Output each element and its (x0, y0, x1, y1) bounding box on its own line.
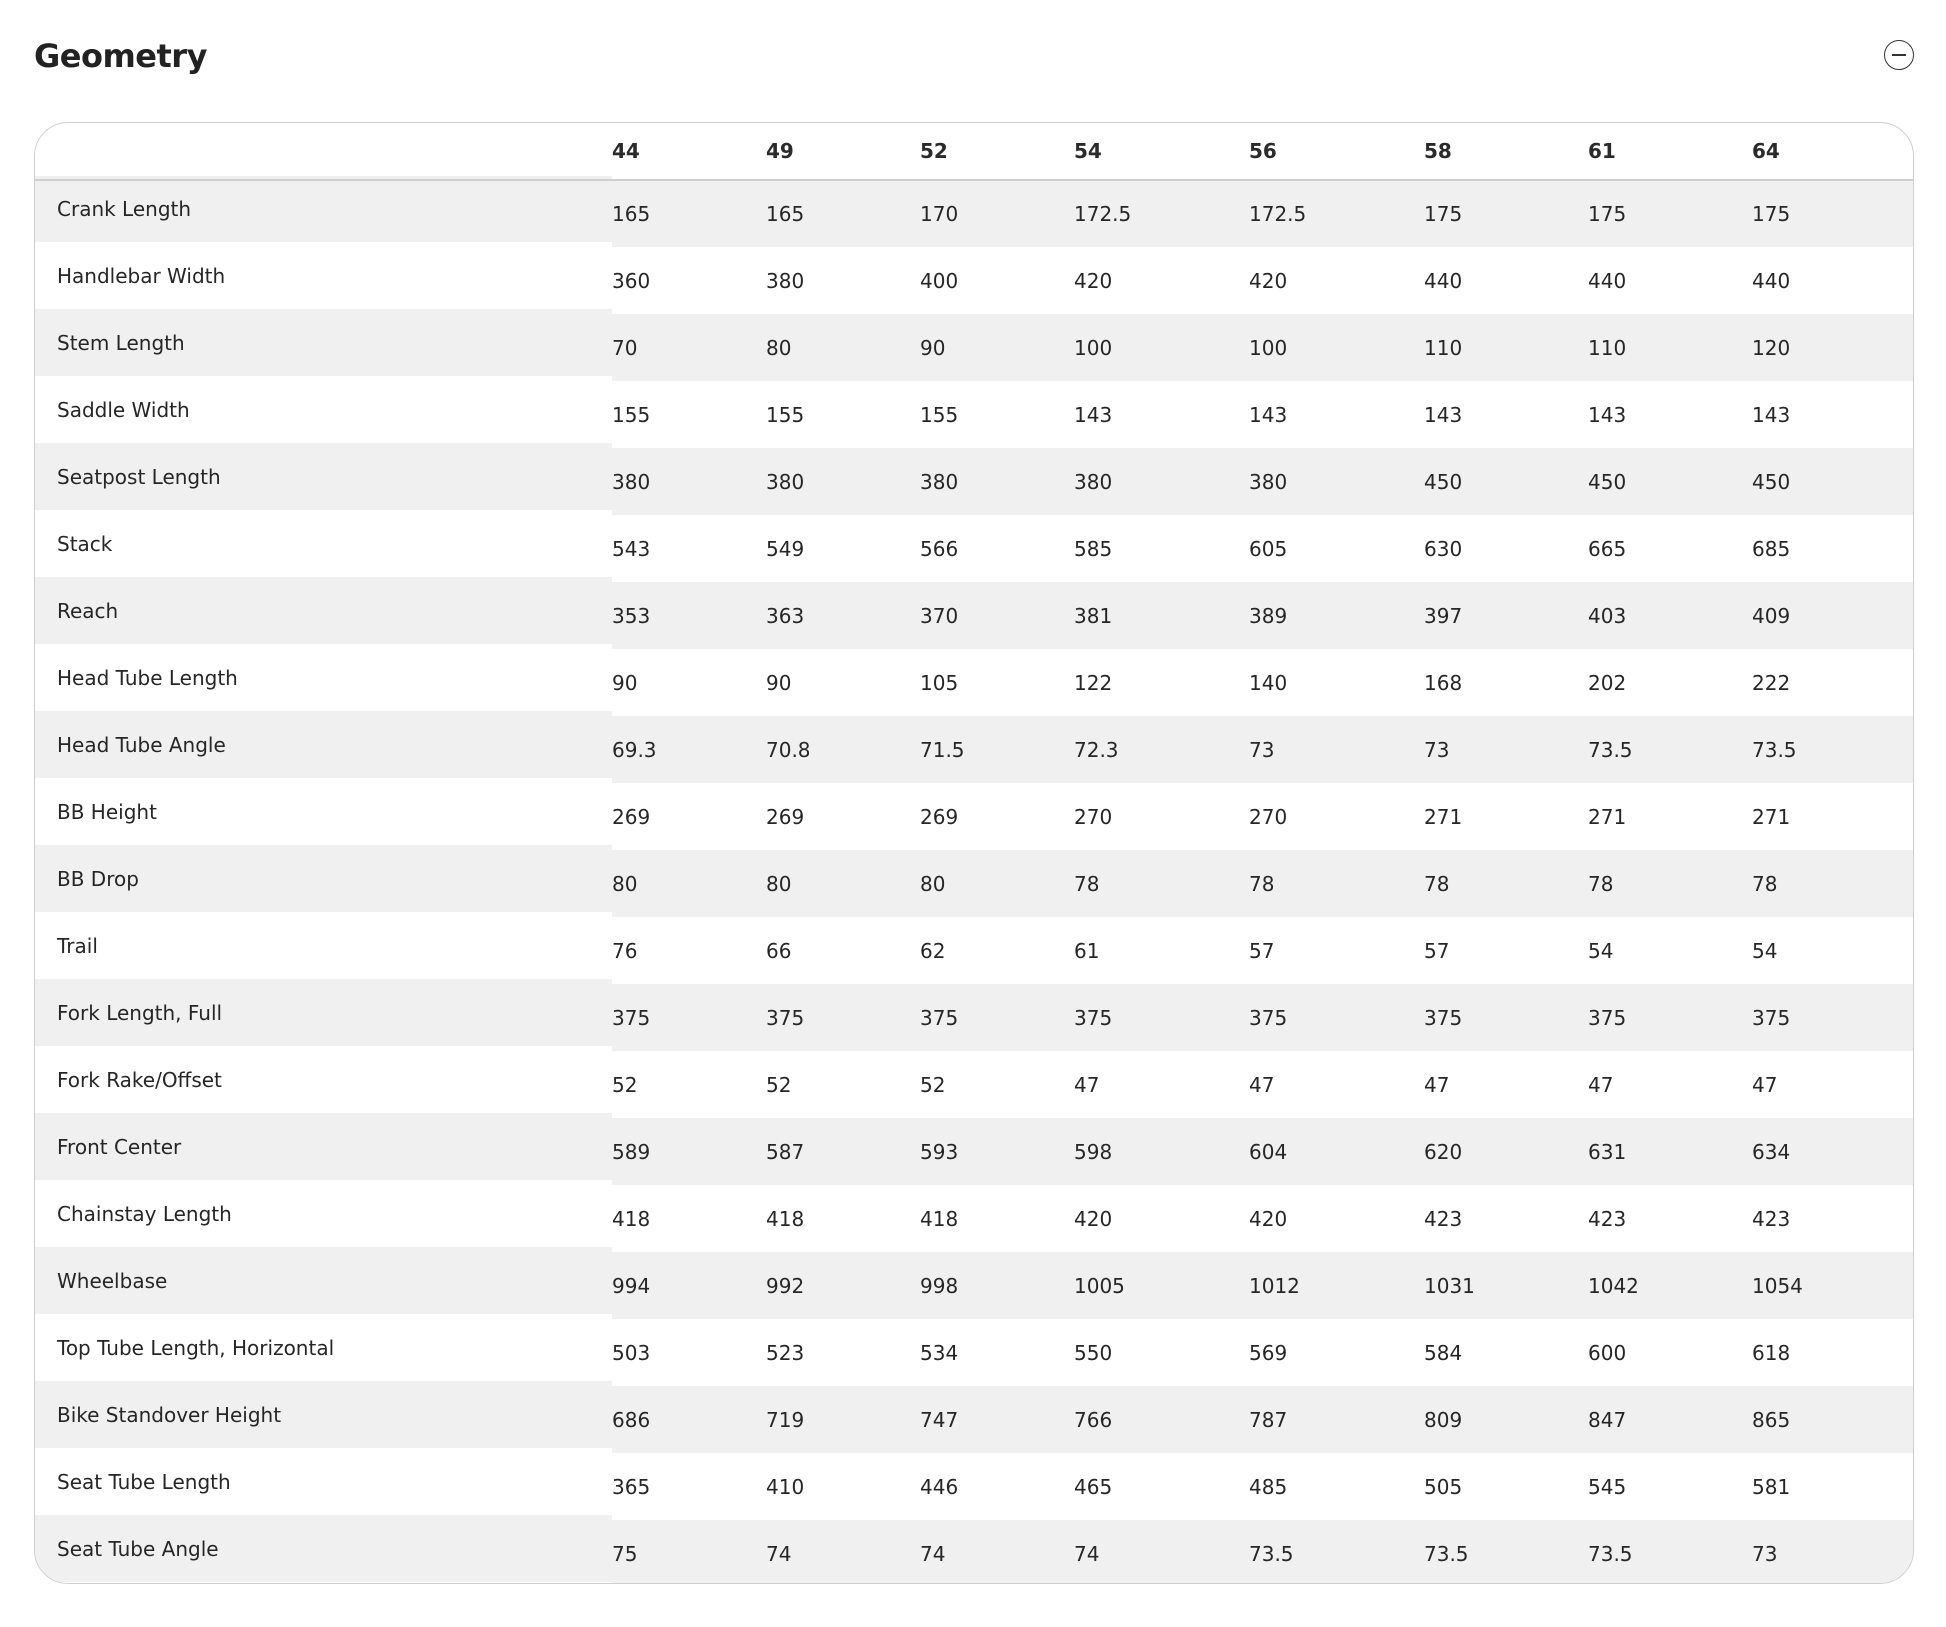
table-cell: 998 (920, 1273, 959, 1298)
table-cell: 61 (1074, 938, 1100, 963)
table-cell: 54 (1588, 938, 1614, 963)
size-header-44: 44 (612, 123, 766, 180)
table-cell: 410 (766, 1474, 805, 1499)
table-cell: 569 (1249, 1340, 1288, 1365)
table-cell: 423 (1752, 1206, 1791, 1231)
table-cell: 80 (766, 871, 792, 896)
size-header-58: 58 (1424, 123, 1588, 180)
table-cell: 375 (766, 1005, 805, 1030)
table-cell: 80 (766, 335, 792, 360)
table-cell: 269 (766, 804, 805, 829)
table-cell: 353 (612, 603, 651, 628)
table-cell: 420 (1074, 268, 1113, 293)
minus-bar (1892, 54, 1906, 56)
table-cell: 168 (1424, 670, 1463, 695)
table-cell: 446 (920, 1474, 959, 1499)
size-header-56: 56 (1249, 123, 1424, 180)
table-cell: 1054 (1752, 1273, 1803, 1298)
table-row (35, 984, 1914, 1051)
table-cell: 143 (1074, 402, 1113, 427)
row-label: Reach (57, 598, 119, 623)
table-cell: 78 (1249, 871, 1275, 896)
table-cell: 389 (1249, 603, 1288, 628)
table-cell: 80 (920, 871, 946, 896)
table-cell: 175 (1588, 202, 1627, 226)
table-cell: 370 (920, 603, 959, 628)
table-cell: 1031 (1424, 1273, 1475, 1298)
table-cell: 155 (766, 402, 805, 427)
table-cell: 598 (1074, 1139, 1113, 1164)
table-cell: 380 (1249, 469, 1288, 494)
table-cell: 581 (1752, 1474, 1791, 1499)
table-row (35, 1118, 1914, 1185)
table-cell: 420 (1074, 1206, 1113, 1231)
table-cell: 719 (766, 1407, 805, 1432)
table-cell: 74 (1074, 1541, 1100, 1566)
table-cell: 485 (1249, 1474, 1288, 1499)
table-cell: 47 (1588, 1072, 1614, 1097)
table-row (35, 1051, 1914, 1118)
size-header-64: 64 (1752, 123, 1914, 180)
row-label: Stack (57, 531, 113, 556)
table-cell: 143 (1249, 402, 1288, 427)
table-cell: 534 (920, 1340, 959, 1365)
table-cell: 380 (920, 469, 959, 494)
table-cell: 847 (1588, 1407, 1627, 1432)
row-label: BB Height (57, 799, 157, 824)
table-cell: 549 (766, 536, 805, 561)
minus-circle-icon[interactable] (1884, 40, 1914, 70)
table-cell: 809 (1424, 1407, 1463, 1432)
table-row (35, 381, 1914, 448)
table-header-row (35, 123, 1914, 180)
table-cell: 270 (1249, 804, 1288, 829)
table-cell: 450 (1588, 469, 1627, 494)
table-cell: 566 (920, 536, 959, 561)
table-cell: 47 (1249, 1072, 1275, 1097)
table-cell: 418 (766, 1206, 805, 1231)
row-label: Fork Length, Full (57, 1000, 223, 1025)
table-cell: 380 (1074, 469, 1113, 494)
table-cell: 375 (1074, 1005, 1113, 1030)
row-label: Head Tube Angle (57, 732, 226, 757)
table-cell: 270 (1074, 804, 1113, 829)
table-cell: 80 (612, 871, 638, 896)
table-cell: 418 (612, 1206, 651, 1231)
table-cell: 360 (612, 268, 651, 293)
table-row (35, 1453, 1914, 1520)
table-row (35, 1185, 1914, 1252)
table-cell: 170 (920, 202, 959, 226)
table-cell: 172.5 (1249, 202, 1307, 226)
table-cell: 787 (1249, 1407, 1288, 1432)
table-cell: 618 (1752, 1340, 1791, 1365)
row-label: Trail (57, 933, 98, 958)
table-cell: 1042 (1588, 1273, 1639, 1298)
table-cell: 57 (1249, 938, 1275, 963)
row-label: BB Drop (57, 866, 139, 891)
table-cell: 604 (1249, 1139, 1288, 1164)
header-label-cell (35, 123, 612, 180)
table-cell: 992 (766, 1273, 805, 1298)
table-cell: 420 (1249, 268, 1288, 293)
table-cell: 74 (766, 1541, 792, 1566)
table-cell: 175 (1752, 202, 1791, 226)
table-cell: 165 (612, 202, 651, 226)
table-cell: 62 (920, 938, 946, 963)
table-cell: 71.5 (920, 737, 965, 762)
table-cell: 271 (1752, 804, 1791, 829)
row-label: Seat Tube Length (57, 1469, 231, 1494)
table-cell: 550 (1074, 1340, 1113, 1365)
table-cell: 440 (1588, 268, 1627, 293)
row-label: Stem Length (57, 330, 185, 355)
table-cell: 78 (1752, 871, 1778, 896)
table-cell: 73.5 (1424, 1541, 1469, 1566)
table-cell: 865 (1752, 1407, 1791, 1432)
table-cell: 52 (920, 1072, 946, 1097)
table-row (35, 180, 1914, 247)
row-label: Saddle Width (57, 397, 190, 422)
table-cell: 634 (1752, 1139, 1791, 1164)
table-cell: 202 (1588, 670, 1627, 695)
table-cell: 52 (612, 1072, 638, 1097)
row-label: Front Center (57, 1134, 182, 1159)
table-cell: 589 (612, 1139, 651, 1164)
table-cell: 73.5 (1249, 1541, 1294, 1566)
table-cell: 100 (1249, 335, 1288, 360)
table-cell: 545 (1588, 1474, 1627, 1499)
table-cell: 165 (766, 202, 805, 226)
table-cell: 271 (1588, 804, 1627, 829)
table-cell: 73.5 (1752, 737, 1797, 762)
geometry-table (35, 123, 1914, 1584)
table-cell: 222 (1752, 670, 1791, 695)
table-cell: 450 (1424, 469, 1463, 494)
table-cell: 76 (612, 938, 638, 963)
table-row (35, 1386, 1914, 1453)
table-cell: 365 (612, 1474, 651, 1499)
table-cell: 593 (920, 1139, 959, 1164)
table-cell: 47 (1424, 1072, 1450, 1097)
table-cell: 465 (1074, 1474, 1113, 1499)
table-body (35, 180, 1914, 1584)
table-cell: 418 (920, 1206, 959, 1231)
geometry-table-container (34, 122, 1914, 1584)
table-row (35, 649, 1914, 716)
table-cell: 143 (1424, 402, 1463, 427)
table-cell: 747 (920, 1407, 959, 1432)
table-cell: 122 (1074, 670, 1113, 695)
row-label: Wheelbase (57, 1268, 168, 1293)
table-cell: 75 (612, 1541, 638, 1566)
row-label: Chainstay Length (57, 1201, 232, 1226)
table-cell: 505 (1424, 1474, 1463, 1499)
table-cell: 74 (920, 1541, 946, 1566)
table-cell: 143 (1752, 402, 1791, 427)
table-cell: 400 (920, 268, 959, 293)
table-cell: 450 (1752, 469, 1791, 494)
table-row (35, 1252, 1914, 1319)
table-cell: 47 (1752, 1072, 1778, 1097)
row-label: Fork Rake/Offset (57, 1067, 222, 1092)
table-row (35, 247, 1914, 314)
table-cell: 90 (920, 335, 946, 360)
table-cell: 1012 (1249, 1273, 1300, 1298)
table-cell: 503 (612, 1340, 651, 1365)
table-cell: 269 (612, 804, 651, 829)
table-cell: 420 (1249, 1206, 1288, 1231)
table-cell: 140 (1249, 670, 1288, 695)
table-cell: 587 (766, 1139, 805, 1164)
table-cell: 665 (1588, 536, 1627, 561)
row-label: Crank Length (57, 197, 192, 221)
table-row (35, 1319, 1914, 1386)
table-cell: 47 (1074, 1072, 1100, 1097)
table-cell: 110 (1424, 335, 1463, 360)
table-cell: 1005 (1074, 1273, 1125, 1298)
section-title: Geometry (34, 37, 207, 75)
row-label: Bike Standover Height (57, 1402, 282, 1427)
table-cell: 686 (612, 1407, 651, 1432)
table-cell: 375 (1588, 1005, 1627, 1030)
table-cell: 90 (766, 670, 792, 695)
table-cell: 175 (1424, 202, 1463, 226)
row-label: Handlebar Width (57, 263, 226, 288)
table-cell: 403 (1588, 603, 1627, 628)
table-cell: 375 (612, 1005, 651, 1030)
table-cell: 66 (766, 938, 792, 963)
table-cell: 375 (1424, 1005, 1463, 1030)
table-cell: 440 (1424, 268, 1463, 293)
table-cell: 605 (1249, 536, 1288, 561)
table-cell: 766 (1074, 1407, 1113, 1432)
row-label: Head Tube Length (57, 665, 238, 690)
size-header-54: 54 (1074, 123, 1249, 180)
row-label: Seatpost Length (57, 464, 221, 489)
table-cell: 994 (612, 1273, 651, 1298)
table-cell: 90 (612, 670, 638, 695)
table-row (35, 515, 1914, 582)
table-cell: 423 (1588, 1206, 1627, 1231)
table-cell: 523 (766, 1340, 805, 1365)
table-cell: 620 (1424, 1139, 1463, 1164)
table-cell: 630 (1424, 536, 1463, 561)
table-cell: 52 (766, 1072, 792, 1097)
table-cell: 685 (1752, 536, 1791, 561)
table-row (35, 917, 1914, 984)
table-cell: 380 (766, 469, 805, 494)
table-cell: 363 (766, 603, 805, 628)
table-cell: 143 (1588, 402, 1627, 427)
table-cell: 73 (1249, 737, 1275, 762)
size-header-49: 49 (766, 123, 920, 180)
table-cell: 78 (1424, 871, 1450, 896)
table-cell: 585 (1074, 536, 1113, 561)
table-cell: 110 (1588, 335, 1627, 360)
table-cell: 78 (1074, 871, 1100, 896)
size-header-52: 52 (920, 123, 1074, 180)
table-cell: 54 (1752, 938, 1778, 963)
table-cell: 72.3 (1074, 737, 1119, 762)
table-cell: 78 (1588, 871, 1614, 896)
table-cell: 380 (612, 469, 651, 494)
table-cell: 375 (1752, 1005, 1791, 1030)
row-label: Top Tube Length, Horizontal (57, 1335, 335, 1360)
table-cell: 584 (1424, 1340, 1463, 1365)
table-cell: 440 (1752, 268, 1791, 293)
row-label: Seat Tube Angle (57, 1536, 219, 1561)
table-cell: 172.5 (1074, 202, 1132, 226)
table-cell: 269 (920, 804, 959, 829)
table-cell: 375 (920, 1005, 959, 1030)
table-cell: 271 (1424, 804, 1463, 829)
table-cell: 73.5 (1588, 1541, 1633, 1566)
table-cell: 105 (920, 670, 959, 695)
table-cell: 380 (766, 268, 805, 293)
table-row (35, 1520, 1914, 1584)
geometry-header (34, 28, 1914, 84)
table-cell: 423 (1424, 1206, 1463, 1231)
table-cell: 70 (612, 335, 638, 360)
table-cell: 120 (1752, 335, 1791, 360)
table-cell: 100 (1074, 335, 1113, 360)
table-row (35, 314, 1914, 381)
table-cell: 57 (1424, 938, 1450, 963)
table-row (35, 448, 1914, 515)
table-cell: 543 (612, 536, 651, 561)
table-row (35, 783, 1914, 850)
table-row (35, 582, 1914, 649)
table-cell: 155 (612, 402, 651, 427)
size-header-61: 61 (1588, 123, 1752, 180)
table-cell: 69.3 (612, 737, 657, 762)
table-cell: 375 (1249, 1005, 1288, 1030)
table-cell: 73.5 (1588, 737, 1633, 762)
table-cell: 409 (1752, 603, 1791, 628)
table-cell: 70.8 (766, 737, 811, 762)
table-cell: 73 (1424, 737, 1450, 762)
table-cell: 73 (1752, 1541, 1778, 1566)
table-row (35, 850, 1914, 917)
table-cell: 381 (1074, 603, 1113, 628)
table-cell: 631 (1588, 1139, 1627, 1164)
table-cell: 155 (920, 402, 959, 427)
table-cell: 397 (1424, 603, 1463, 628)
table-row (35, 716, 1914, 783)
table-cell: 600 (1588, 1340, 1627, 1365)
